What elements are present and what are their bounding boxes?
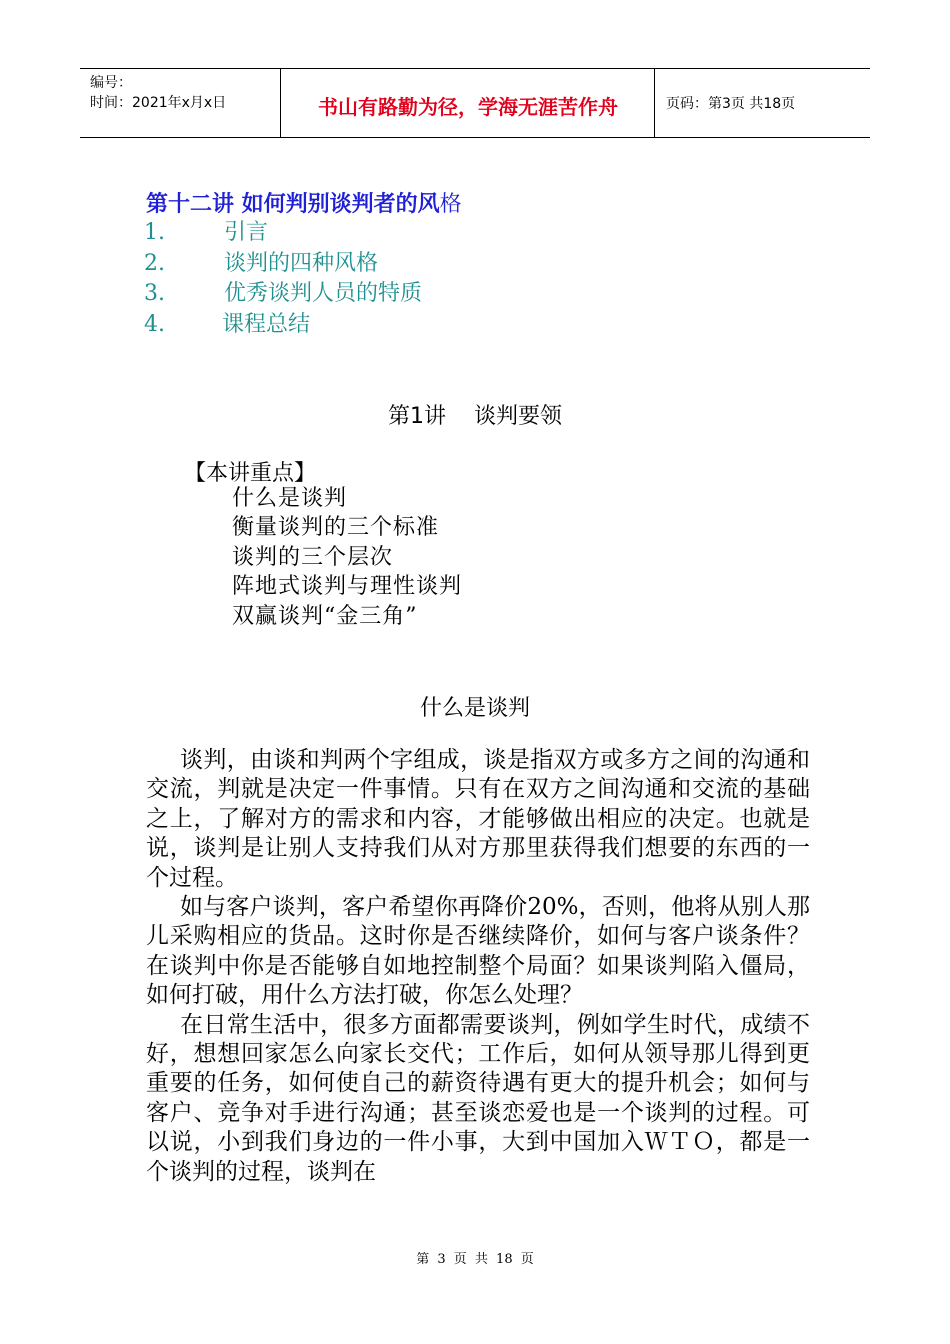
toc-item xyxy=(144,218,422,249)
header-time: 时间：2021年x月x日 xyxy=(90,95,227,111)
header-number: 编号： xyxy=(90,75,132,91)
toc-item xyxy=(144,279,422,310)
key-points-label: 【本讲重点】 xyxy=(184,461,317,486)
paragraph: 谈判，由谈和判两个字组成，谈是指双方或多方之间的沟通和交流，判就是决定一件事情。只有在双方之间沟通和交流的基础之上，了解对方的需求和内容，才能够做出相应的决定。也就是说，谈判是让别人支持我们从对方那里获得我们想要的东西的一个过程。 xyxy=(146,747,810,891)
toc-text: 课程总结 xyxy=(222,311,311,337)
header-page-info: 页码：第3页 共18页 xyxy=(666,96,796,112)
toc-text: 优秀谈判人员的特质 xyxy=(224,281,423,306)
key-point-item: 衡量谈判的三个标准 xyxy=(232,515,440,541)
lecture-heading: 第1讲 谈判要领 xyxy=(388,404,562,429)
header-table xyxy=(80,68,870,138)
page-footer: 第 3 页 共 18 页 xyxy=(416,1252,534,1267)
header-motto: 书山有路勤为径，学海无涯苦作舟 xyxy=(318,95,618,119)
header-divider xyxy=(654,69,655,137)
title-tail: 格 xyxy=(439,192,462,217)
header-divider xyxy=(280,69,281,137)
paragraph: 如与客户谈判，客户希望你再降价20%，否则，他将从别人那儿采购相应的货品。这时你是否继续降价，如何与客户谈条件？在谈判中你是否能够自如地控制整个局面？如果谈判陷入僵局，如何打破，用什么方法打破，你怎么处理？ xyxy=(146,894,810,1009)
toc-text: 引言 xyxy=(224,220,269,245)
title-main: 第十二讲 如何判别谈判者的风 xyxy=(146,192,440,217)
toc-number: 3. xyxy=(144,281,165,306)
key-point-item: 阵地式谈判与理性谈判 xyxy=(232,574,463,600)
key-point-item: 双赢谈判“金三角” xyxy=(232,603,418,629)
header-meta xyxy=(90,73,226,113)
body-text xyxy=(146,746,810,1187)
key-points-list xyxy=(232,484,462,631)
key-point-item: 谈判的三个层次 xyxy=(232,544,394,570)
toc-item xyxy=(144,310,422,341)
key-point-item: 什么是谈判 xyxy=(232,486,348,511)
toc-text: 谈判的四种风格 xyxy=(224,250,379,276)
toc-number: 2. xyxy=(144,250,165,276)
lecture-series-title xyxy=(146,187,462,218)
toc-number: 1. xyxy=(144,220,165,245)
paragraph: 在日常生活中，很多方面都需要谈判，例如学生时代，成绩不好，想想回家怎么向家长交代；工作后，如何从领导那儿得到更重要的任务，如何使自己的薪资待遇有更大的提升机会；如何与客户、竞争对手进行沟通；甚至谈恋爱也是一个谈判的过程。可以说，小到我们身边的一件小事，大到中国加入ＷＴＯ，都是一个谈判的过程，谈判在 xyxy=(146,1011,810,1185)
section-heading: 什么是谈判 xyxy=(419,696,530,721)
toc-item xyxy=(144,249,422,280)
toc-number: 4. xyxy=(144,311,165,337)
toc-list xyxy=(144,218,422,340)
